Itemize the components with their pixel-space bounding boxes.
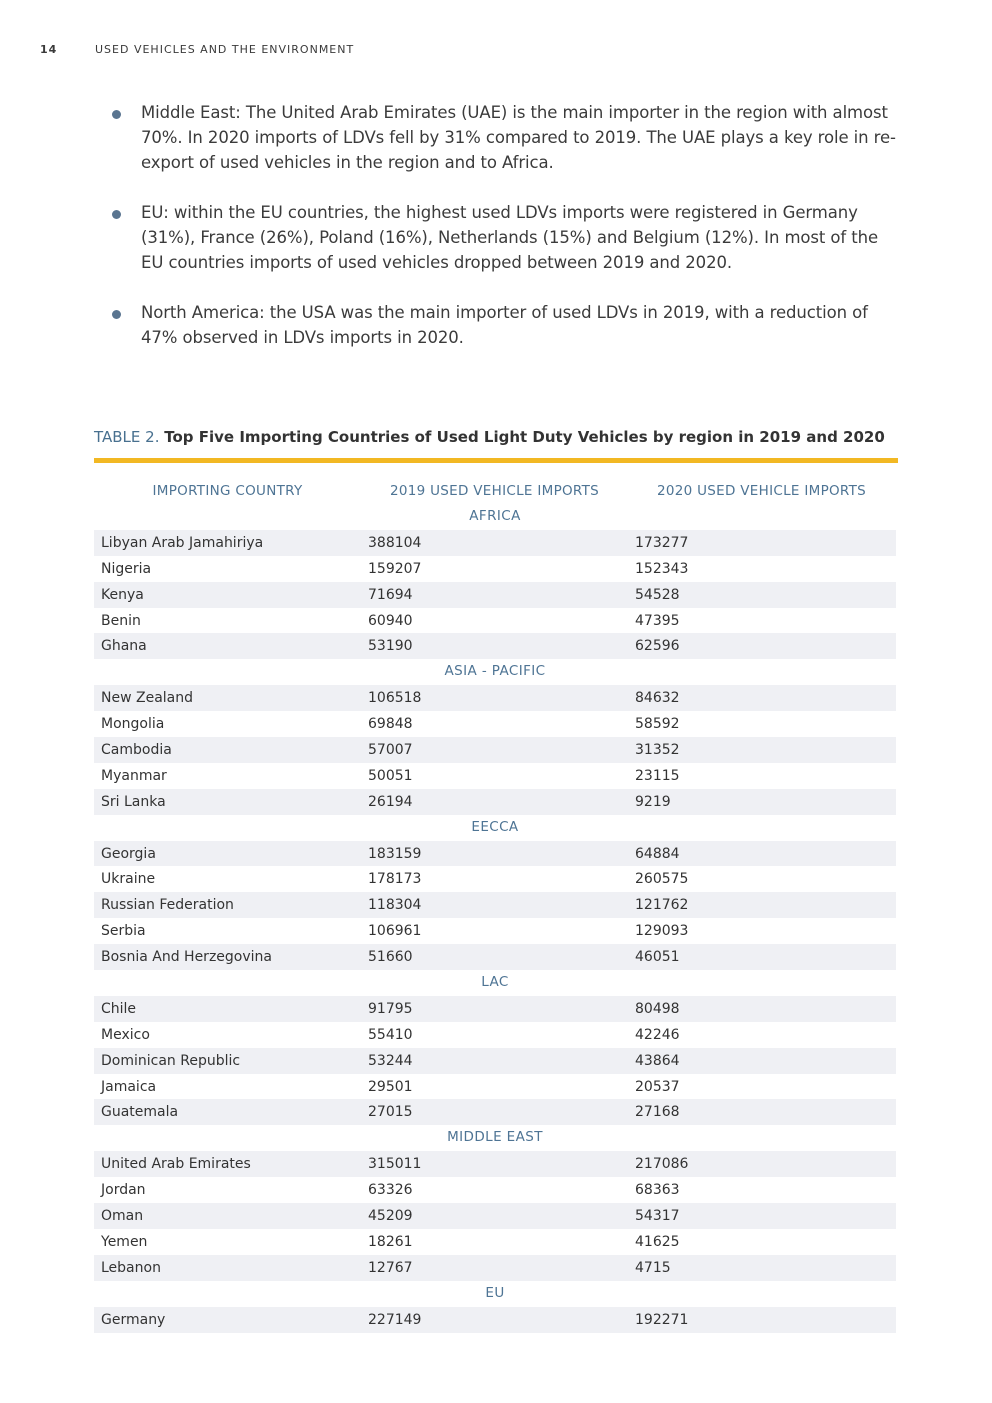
import-table (94, 478, 896, 1333)
table-row (94, 711, 896, 737)
cell-2019: 71694 (368, 586, 413, 603)
cell-2019: 227149 (368, 1311, 422, 1328)
cell-country: Serbia (101, 923, 146, 940)
cell-2020: 54317 (635, 1207, 680, 1224)
bullet-list (112, 100, 902, 375)
table-row (94, 789, 896, 815)
table-body (94, 504, 896, 1333)
cell-2020: 217086 (635, 1156, 689, 1173)
cell-2019: 55410 (368, 1026, 413, 1043)
table-row (94, 608, 896, 634)
cell-country: Nigeria (101, 560, 152, 577)
cell-2020: 43864 (635, 1052, 680, 1069)
cell-2019: 53244 (368, 1052, 413, 1069)
cell-2019: 53190 (368, 638, 413, 655)
cell-2020: 152343 (635, 560, 689, 577)
cell-country: Cambodia (101, 741, 172, 758)
cell-country: Bosnia And Herzegovina (101, 949, 272, 966)
cell-2020: 4715 (635, 1259, 671, 1276)
cell-country: Russian Federation (101, 897, 234, 914)
cell-country: United Arab Emirates (101, 1156, 251, 1173)
running-title: USED VEHICLES AND THE ENVIRONMENT (95, 43, 355, 56)
bullet-dot-icon (112, 110, 121, 119)
cell-2020: 64884 (635, 845, 680, 862)
cell-2019: 57007 (368, 741, 413, 758)
cell-country: Ukraine (101, 871, 156, 888)
cell-2019: 183159 (368, 845, 422, 862)
table-row (94, 1229, 896, 1255)
table-row (94, 1307, 896, 1333)
table-row (94, 1099, 896, 1125)
table-row (94, 530, 896, 556)
cell-2020: 27168 (635, 1104, 680, 1121)
table-row (94, 866, 896, 892)
cell-2019: 159207 (368, 560, 422, 577)
table-row (94, 1203, 896, 1229)
cell-country: New Zealand (101, 690, 193, 707)
cell-2019: 60940 (368, 612, 413, 629)
cell-2020: 41625 (635, 1233, 680, 1250)
cell-country: Ghana (101, 638, 147, 655)
table-row (94, 1151, 896, 1177)
table-row (94, 996, 896, 1022)
bullet-item (112, 200, 902, 275)
cell-country: Germany (101, 1311, 166, 1328)
table-row (94, 737, 896, 763)
table-caption (94, 428, 898, 446)
table-row (94, 685, 896, 711)
cell-country: Jordan (101, 1182, 146, 1199)
bullet-item (112, 300, 902, 350)
bullet-text: North America: the USA was the main importer of used LDVs in 2019, with a reduction of 47% observed in LDVs imports in 2020. (141, 303, 868, 347)
cell-2020: 192271 (635, 1311, 689, 1328)
cell-country: Oman (101, 1207, 144, 1224)
column-header-2019: 2019 USED VEHICLE IMPORTS (389, 483, 600, 499)
cell-2019: 106518 (368, 690, 422, 707)
table-title: Top Five Importing Countries of Used Light Duty Vehicles by region in 2019 and 2020 (164, 428, 885, 446)
cell-2019: 51660 (368, 949, 413, 966)
table-row (94, 1048, 896, 1074)
cell-2020: 68363 (635, 1182, 680, 1199)
table-row (94, 633, 896, 659)
cell-2020: 62596 (635, 638, 680, 655)
cell-country: Georgia (101, 845, 156, 862)
cell-2020: 58592 (635, 716, 680, 733)
cell-2019: 12767 (368, 1259, 413, 1276)
cell-2020: 260575 (635, 871, 689, 888)
page-number: 14 (40, 43, 58, 56)
cell-country: Jamaica (101, 1078, 157, 1095)
cell-2020: 173277 (635, 534, 689, 551)
cell-2019: 91795 (368, 1000, 413, 1017)
cell-2019: 18261 (368, 1233, 413, 1250)
cell-2020: 23115 (635, 767, 680, 784)
bullet-dot-icon (112, 210, 121, 219)
table-row (94, 1255, 896, 1281)
bullet-item (112, 100, 902, 175)
cell-country: Mexico (101, 1026, 150, 1043)
cell-2020: 129093 (635, 923, 689, 940)
cell-2020: 121762 (635, 897, 689, 914)
cell-country: Mongolia (101, 716, 165, 733)
table-label: TABLE 2. (94, 428, 160, 446)
cell-2019: 69848 (368, 716, 413, 733)
table-row (94, 944, 896, 970)
cell-2019: 106961 (368, 923, 422, 940)
cell-2020: 84632 (635, 690, 680, 707)
table-row (94, 1022, 896, 1048)
cell-2019: 29501 (368, 1078, 413, 1095)
region-header: LAC (481, 974, 509, 991)
cell-country: Dominican Republic (101, 1052, 241, 1069)
cell-country: Kenya (101, 586, 144, 603)
table-header (94, 478, 896, 504)
region-header: MIDDLE EAST (447, 1129, 543, 1146)
region-header: EECCA (471, 818, 519, 835)
cell-2019: 27015 (368, 1104, 413, 1121)
table-row (94, 1177, 896, 1203)
cell-2020: 47395 (635, 612, 680, 629)
cell-country: Chile (101, 1000, 137, 1017)
cell-country: Benin (101, 612, 141, 629)
cell-2019: 63326 (368, 1182, 413, 1199)
cell-2019: 315011 (368, 1156, 422, 1173)
cell-2020: 31352 (635, 741, 680, 758)
cell-2019: 50051 (368, 767, 413, 784)
table-row (94, 582, 896, 608)
cell-2020: 42246 (635, 1026, 680, 1043)
table-row (94, 763, 896, 789)
cell-2020: 9219 (635, 793, 671, 810)
bullet-text: EU: within the EU countries, the highest used LDVs imports were registered in Germany (31%), France (26%), Poland (16%), Netherlands (15%) and Belgium (12%). In most of the EU countries imports of used vehicles dropped between 2019 and 2020. (141, 203, 879, 272)
cell-2020: 54528 (635, 586, 680, 603)
cell-2020: 46051 (635, 949, 680, 966)
bullet-text: Middle East: The United Arab Emirates (UAE) is the main importer in the region with almost 70%. In 2020 imports of LDVs fell by 31% compared to 2019. The UAE plays a key role in re-export of used vehicles in the region and to Africa. (141, 103, 896, 172)
cell-2019: 178173 (368, 871, 422, 888)
table-row (94, 1074, 896, 1100)
cell-2020: 20537 (635, 1078, 680, 1095)
region-header: ASIA - PACIFIC (444, 663, 546, 680)
running-header (40, 43, 354, 56)
cell-2019: 118304 (368, 897, 422, 914)
bullet-dot-icon (112, 310, 121, 319)
cell-country: Myanmar (101, 767, 167, 784)
cell-2019: 45209 (368, 1207, 413, 1224)
cell-2019: 26194 (368, 793, 413, 810)
cell-country: Libyan Arab Jamahiriya (101, 534, 264, 551)
cell-country: Sri Lanka (101, 793, 166, 810)
table-row (94, 841, 896, 867)
caption-rule (94, 458, 898, 463)
column-header-country: IMPORTING COUNTRY (152, 483, 303, 499)
cell-country: Lebanon (101, 1259, 161, 1276)
table-row (94, 918, 896, 944)
table-row (94, 556, 896, 582)
cell-country: Guatemala (101, 1104, 179, 1121)
region-header: AFRICA (469, 508, 521, 524)
region-header: EU (485, 1284, 505, 1301)
column-header-2020: 2020 USED VEHICLE IMPORTS (656, 483, 867, 499)
cell-2020: 80498 (635, 1000, 680, 1017)
table-row (94, 892, 896, 918)
cell-country: Yemen (101, 1233, 148, 1250)
cell-2019: 388104 (368, 534, 422, 551)
